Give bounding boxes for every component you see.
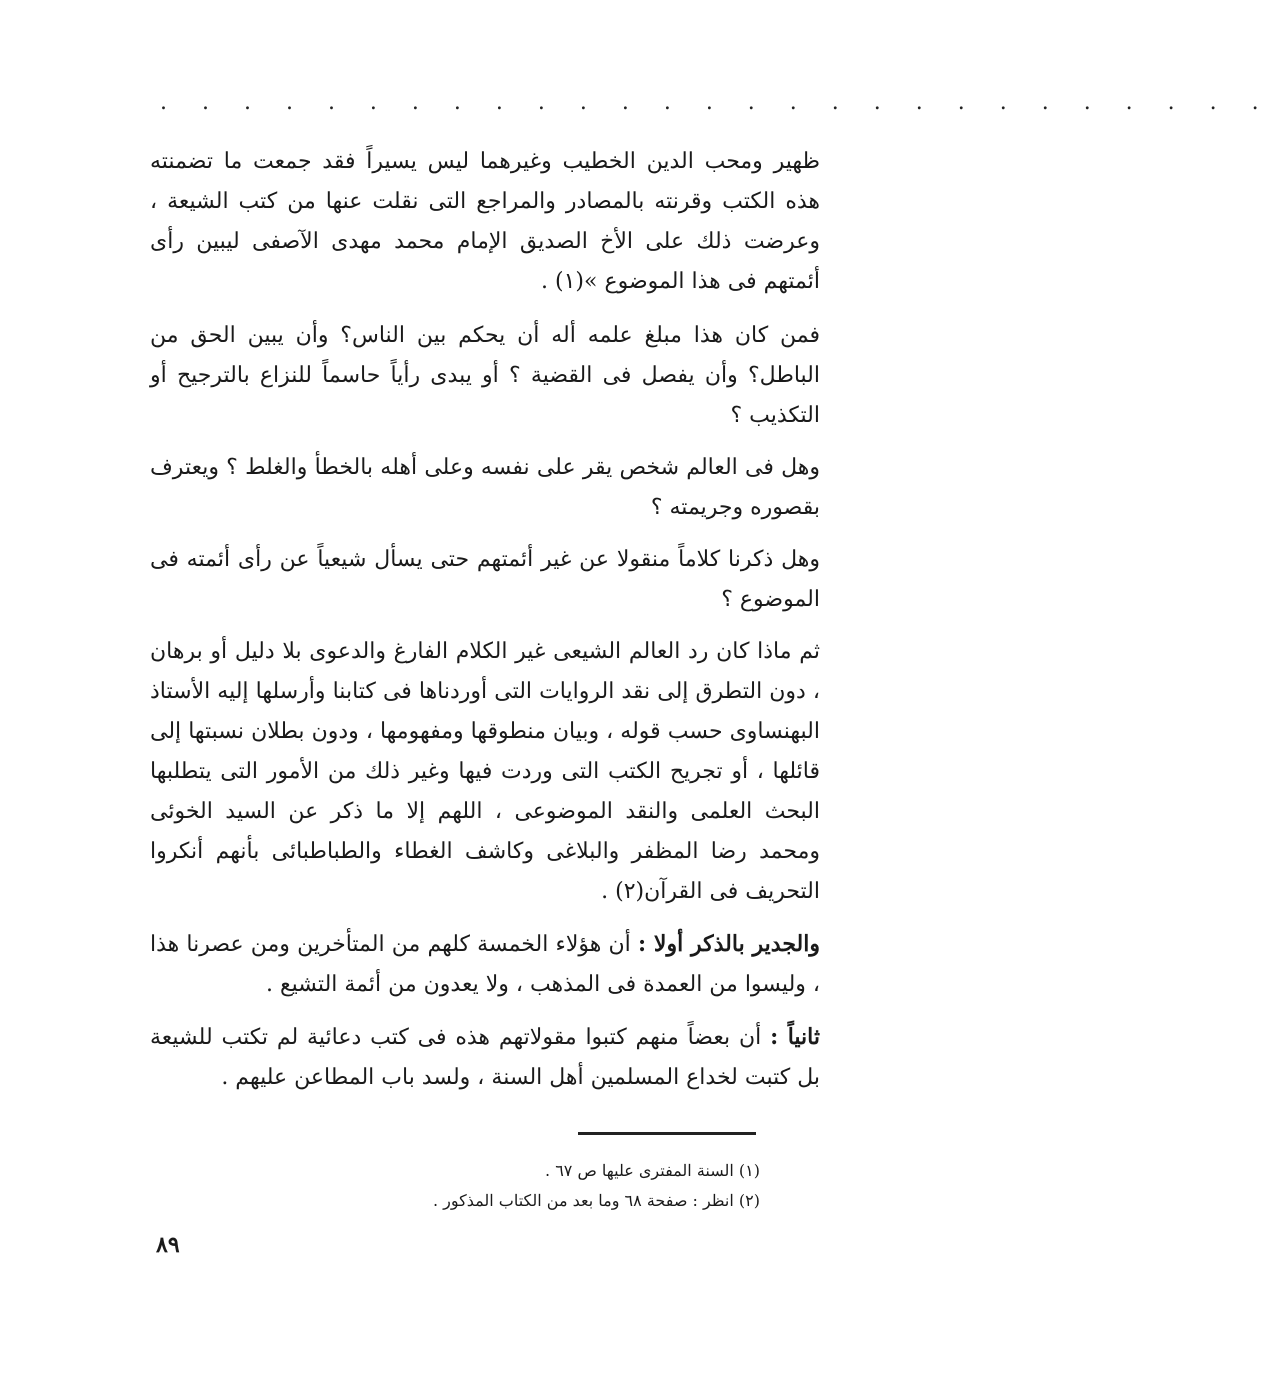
footnote-2: (٢) انظر : صفحة ٦٨ وما بعد من الكتاب المذكور . <box>432 1191 760 1210</box>
paragraph-6-text: أن هؤلاء الخمسة كلهم من المتأخرين ومن عصرنا هذا ، وليسوا من العمدة فى المذهب ، ولا يعدون من أئمة التشيع . <box>150 932 820 997</box>
paragraph-7-lead: ثانياً : <box>770 1024 820 1050</box>
paragraph-3: وهل فى العالم شخص يقر على نفسه وعلى أهله بالخطأ والغلط ؟ ويعترف بقصوره وجريمته ؟ <box>150 455 820 520</box>
paragraph-2: فمن كان هذا مبلغ علمه أله أن يحكم بين الناس؟ وأن يبين الحق من الباطل؟ وأن يفصل فى القضية ؟ أو يبدى رأياً حاسماً للنزاع بالترجيح أو التكذيب ؟ <box>150 323 820 428</box>
footnote-1: (١) السنة المفترى عليها ص ٦٧ . <box>545 1161 760 1180</box>
paragraph-4: وهل ذكرنا كلاماً منقولا عن غير أئمتهم حتى يسأل شيعياً عن رأى أئمته فى الموضوع ؟ <box>150 547 820 612</box>
paragraph-1: ظهير ومحب الدين الخطيب وغيرهما ليس يسيراً فقد جمعت ما تضمنته هذه الكتب وقرنته بالمصادر والمراجع التى نقلت عنها من كتب الشيعة ، وعرضت ذلك على الأخ الصديق الإمام محمد مهدى الآصفى ليبين رأى أئمتهم فى هذا الموضوع »(١) . <box>150 149 820 294</box>
page-number: ٨٩ <box>156 1232 180 1258</box>
footnote-divider <box>578 1132 756 1135</box>
paragraph-6-lead: والجدير بالذكر أولا : <box>637 931 820 957</box>
paragraph-6 <box>150 924 820 1005</box>
paragraph-5: ثم ماذا كان رد العالم الشيعى غير الكلام الفارغ والدعوى بلا دليل أو برهان ، دون التطرق إلى نقد الروايات التى أوردناها فى كتابنا وأرسلها إليه الأستاذ البهنساوى حسب قوله ، وبيان منطوقها ومفهومها ، ودون بطلان نسبتها إلى قائلها ، أو تجريح الكتب التى وردت فيها وغير ذلك من الأمور التى يتطلبها البحث العلمى والنقد الموضوعى ، اللهم إلا ما ذكر عن السيد الخوئى ومحمد رضا المظفر والبلاغى وكاشف الغطاء والطباطبائى بأنهم أنكروا التحريف فى القرآن(٢) . <box>150 639 820 904</box>
paragraph-7-text: أن بعضاً منهم كتبوا مقولاتهم هذه فى كتب دعائية لم تكتب للشيعة بل كتبت لخداع المسلمين أهل السنة ، ولسد باب المطاعن عليهم . <box>150 1025 820 1090</box>
ornamental-dot-line: . . . . . . . . . . . . . . . . . . . . . . . . . . . <box>160 90 1273 115</box>
paragraph-7 <box>150 1017 820 1098</box>
main-text <box>150 142 820 1110</box>
footnotes <box>150 1156 760 1216</box>
